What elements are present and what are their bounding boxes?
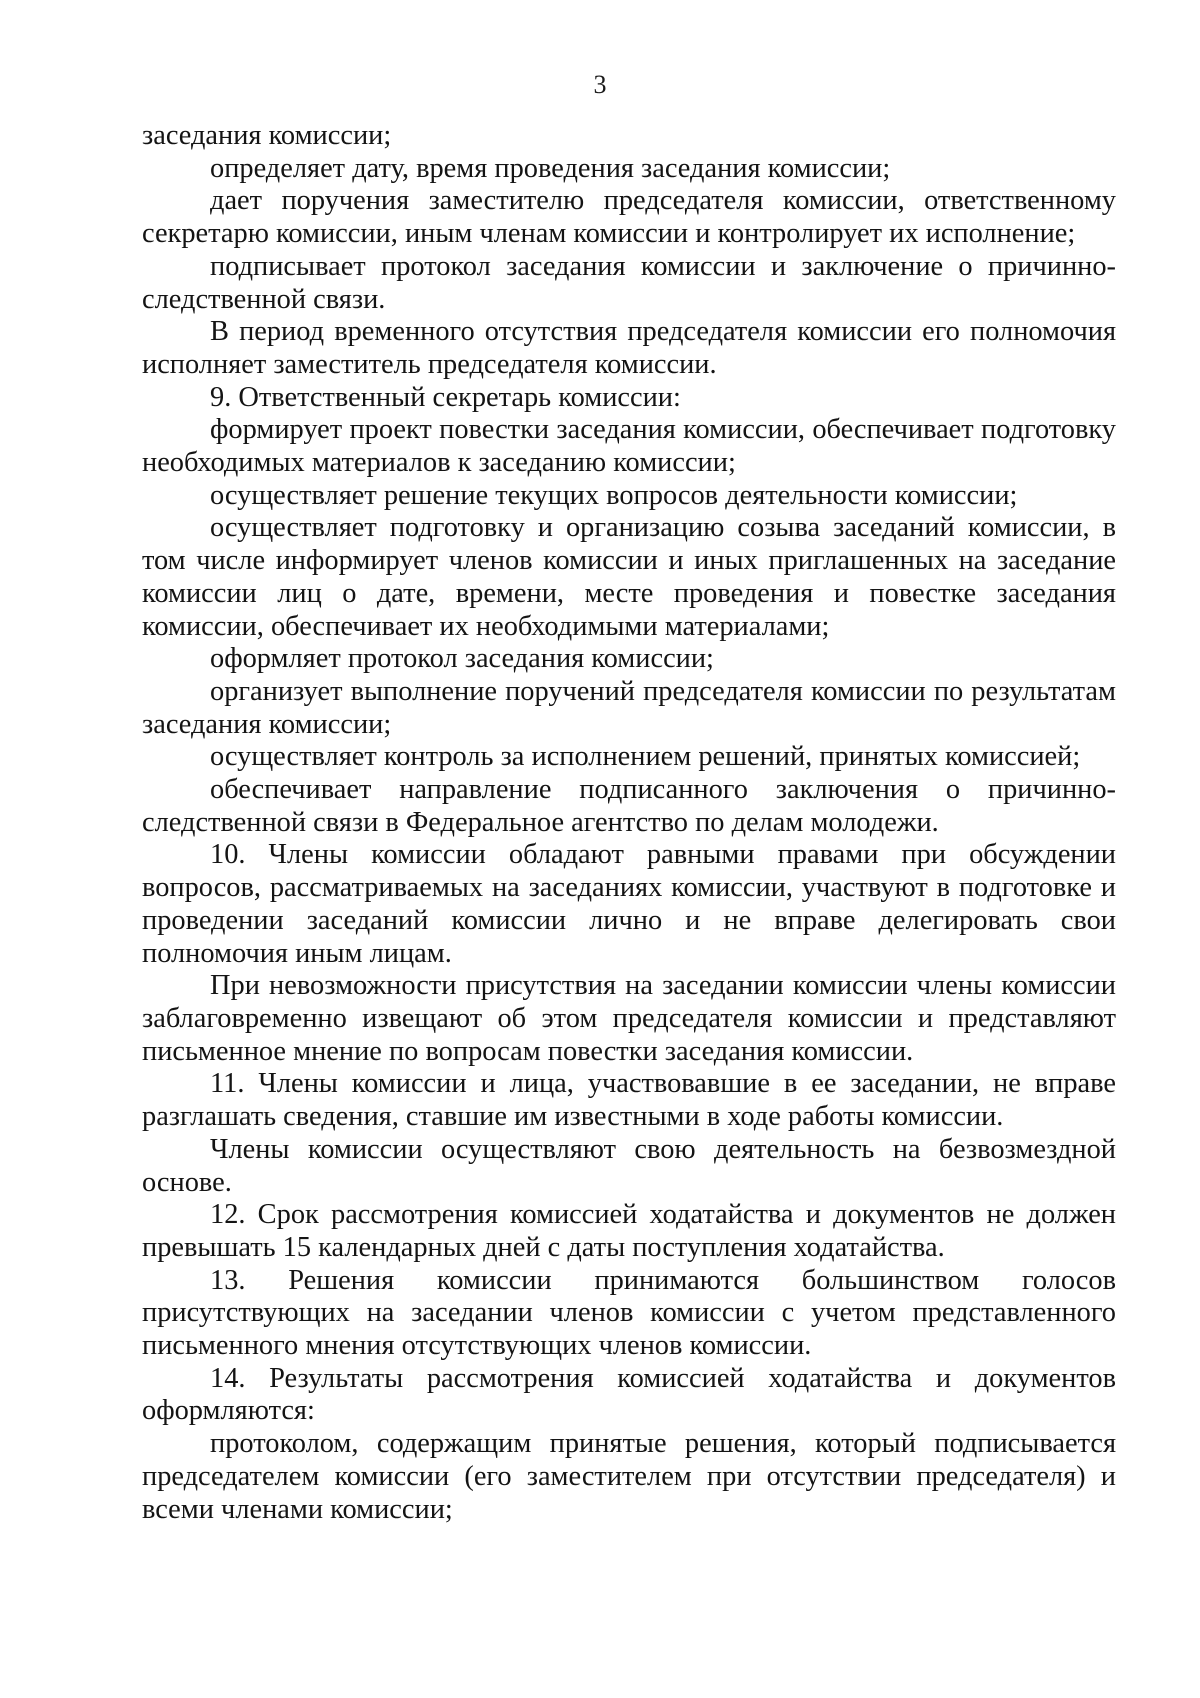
- document-body: [142, 120, 1116, 1526]
- paragraph: При невозможности присутствия на заседании комиссии члены комиссии заблаговременно извещают об этом председателя комиссии и представляют письменное мнение по вопросам повестки заседания комиссии.: [142, 970, 1116, 1067]
- paragraph: обеспечивает направление подписанного заключения о причинно-следственной связи в Федеральное агентство по делам молодежи.: [142, 774, 1116, 838]
- clause-13: 13. Решения комиссии принимаются большинством голосов присутствующих на заседании членов комиссии с учетом представленного письменного мнения отсутствующих членов комиссии.: [142, 1264, 1116, 1362]
- paragraph: В период временного отсутствия председателя комиссии его полномочия исполняет заместитель председателя комиссии.: [142, 316, 1116, 380]
- clause-11: 11. Члены комиссии и лица, участвовавшие в ее заседании, не вправе разглашать сведения, ставшие им известными в ходе работы комиссии.: [142, 1068, 1116, 1133]
- paragraph: подписывает протокол заседания комиссии и заключение о причинно-следственной связи.: [142, 250, 1116, 315]
- paragraph: заседания комиссии;: [142, 120, 392, 151]
- section-heading-9: 9. Ответственный секретарь комиссии:: [210, 381, 681, 413]
- page-number: 3: [593, 70, 607, 99]
- paragraph: определяет дату, время проведения заседания комиссии;: [210, 152, 891, 184]
- clause-10: 10. Члены комиссии обладают равными правами при обсуждении вопросов, рассматриваемых на заседаниях комиссии, участвуют в подготовке и проведении заседаний комиссии лично и не вправе делегировать свои полномочия иным лицам.: [142, 839, 1116, 969]
- paragraph: оформляет протокол заседания комиссии;: [210, 643, 714, 675]
- paragraph: дает поручения заместителю председателя комиссии, ответственному секретарю комиссии, иным членам комиссии и контролирует их исполнение;: [142, 185, 1116, 250]
- clause-14: 14. Результаты рассмотрения комиссией ходатайства и документов оформляются:: [142, 1362, 1116, 1427]
- paragraph: организует выполнение поручений председателя комиссии по результатам заседания комиссии;: [142, 675, 1116, 740]
- paragraph: Члены комиссии осуществляют свою деятельность на безвозмездной основе.: [142, 1133, 1116, 1198]
- paragraph: формирует проект повестки заседания комиссии, обеспечивает подготовку необходимых материалов к заседанию комиссии;: [142, 414, 1116, 479]
- clause-12: 12. Срок рассмотрения комиссией ходатайства и документов не должен превышать 15 календарных дней с даты поступления ходатайства.: [142, 1199, 1116, 1263]
- paragraph: осуществляет контроль за исполнением решений, принятых комиссией;: [210, 741, 1081, 773]
- paragraph: протоколом, содержащим принятые решения, который подписывается председателем комиссии (его заместителем при отсутствии председателя) и всеми членами комиссии;: [142, 1428, 1116, 1525]
- paragraph: осуществляет решение текущих вопросов деятельности комиссии;: [210, 479, 1018, 511]
- paragraph: осуществляет подготовку и организацию созыва заседаний комиссии, в том числе информирует членов комиссии и иных приглашенных на заседание комиссии лиц о дате, времени, месте проведения и повестке заседания комиссии, обеспечивает их необходимыми материалами;: [142, 512, 1116, 642]
